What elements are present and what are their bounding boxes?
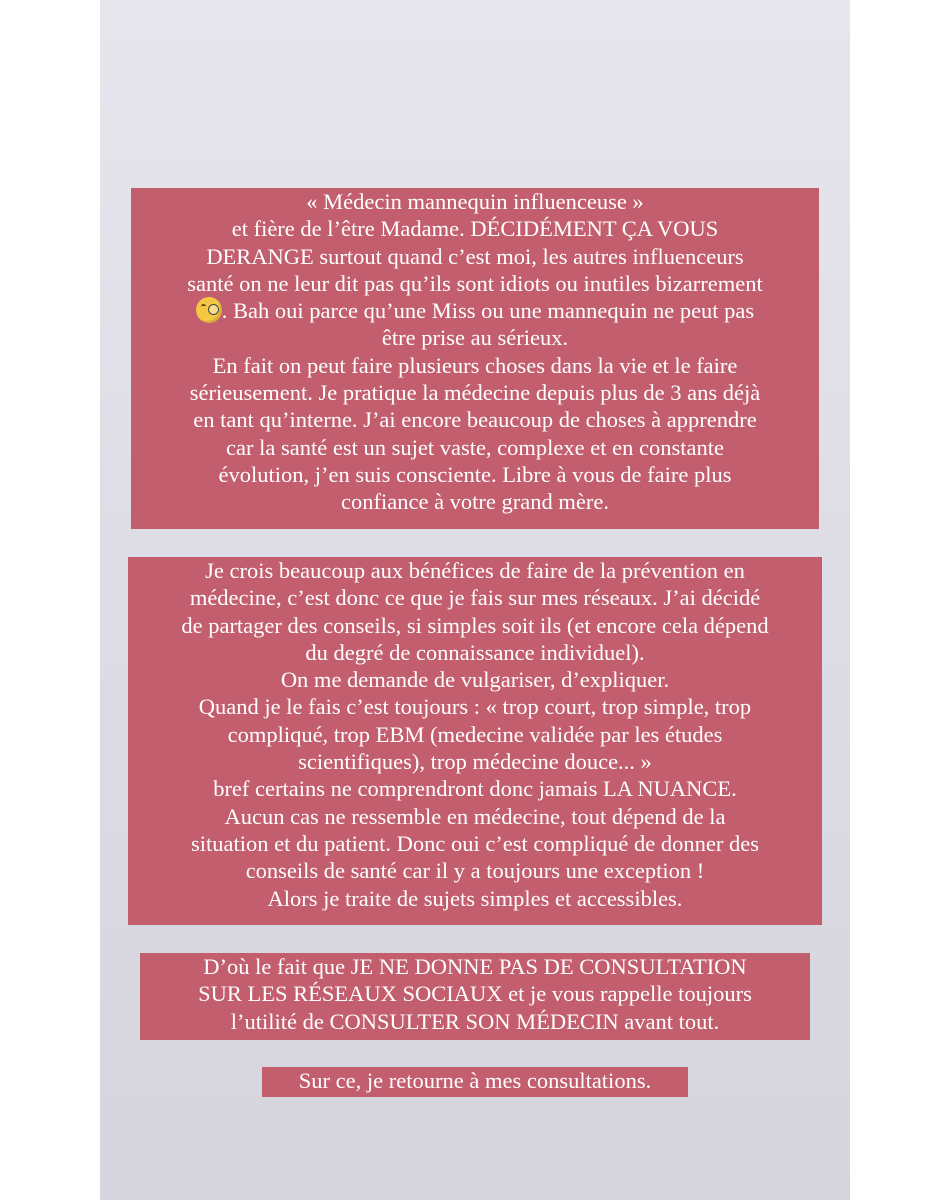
text-line: SUR LES RÉSEAUX SOCIAUX et je vous rappelle toujours bbox=[198, 981, 752, 1007]
face-with-monocle-emoji-icon bbox=[196, 297, 222, 323]
text-line: confiance à votre grand mère. bbox=[341, 489, 609, 515]
text-line: Aucun cas ne ressemble en médecine, tout dépend de la bbox=[224, 803, 726, 829]
text-line: et fière de l’être Madame. DÉCIDÉMENT ÇA VOUS bbox=[231, 216, 719, 242]
text-line: Je crois beaucoup aux bénéfices de faire de la prévention en bbox=[205, 558, 745, 583]
text-line: En fait on peut faire plusieurs choses dans la vie et le faire bbox=[212, 352, 738, 378]
text-line: Quand je le fais c’est toujours : « trop court, trop simple, trop bbox=[198, 694, 752, 720]
text-line: conseils de santé car il y a toujours une exception ! bbox=[245, 858, 705, 884]
text-line: « Médecin mannequin influenceuse » bbox=[306, 189, 644, 214]
text-line: compliqué, trop EBM (medecine validée par les études bbox=[227, 721, 723, 747]
text-line: du degré de connaissance individuel). bbox=[305, 639, 645, 665]
text-line: situation et du patient. Donc oui c’est compliqué de donner des bbox=[191, 830, 759, 856]
text-line: scientifiques), trop médecine douce... » bbox=[298, 749, 652, 775]
text-line bbox=[131, 297, 819, 324]
text-line: médecine, c’est donc ce que je fais sur mes réseaux. J’ai décidé bbox=[189, 585, 761, 611]
text-line: être prise au sérieux. bbox=[381, 325, 569, 351]
text-line: sérieusement. Je pratique la médecine depuis plus de 3 ans déjà bbox=[189, 380, 761, 406]
text-line: On me demande de vulgariser, d’expliquer. bbox=[280, 667, 670, 693]
text-line: car la santé est un sujet vaste, complexe et en constante bbox=[226, 434, 724, 460]
text-line: de partager des conseils, si simples soit ils (et encore cela dépend bbox=[181, 612, 769, 638]
text-line: bref certains ne comprendront donc jamais LA NUANCE. bbox=[213, 776, 737, 802]
text-line: santé on ne leur dit pas qu’ils sont idiots ou inutiles bizarrement bbox=[187, 270, 763, 296]
text-line: Sur ce, je retourne à mes consultations. bbox=[298, 1068, 652, 1093]
text-block-prevention bbox=[128, 557, 822, 925]
text-line: en tant qu’interne. J’ai encore beaucoup de choses à apprendre bbox=[193, 407, 757, 433]
text-line-rest: . Bah oui parce qu’une Miss ou une mannequin ne peut pas bbox=[221, 298, 755, 324]
text-block-consultation bbox=[140, 953, 810, 1040]
text-line: évolution, j’en suis consciente. Libre à vous de faire plus bbox=[218, 461, 732, 487]
text-line: l’utilité de CONSULTER SON MÉDECIN avant tout. bbox=[230, 1008, 720, 1034]
text-line: DERANGE surtout quand c’est moi, les autres influenceurs bbox=[206, 243, 744, 269]
text-block-closing bbox=[262, 1067, 688, 1097]
text-line: D’où le fait que JE NE DONNE PAS DE CONSULTATION bbox=[203, 954, 747, 979]
text-line: Alors je traite de sujets simples et accessibles. bbox=[267, 885, 683, 911]
text-block-intro bbox=[131, 188, 819, 529]
